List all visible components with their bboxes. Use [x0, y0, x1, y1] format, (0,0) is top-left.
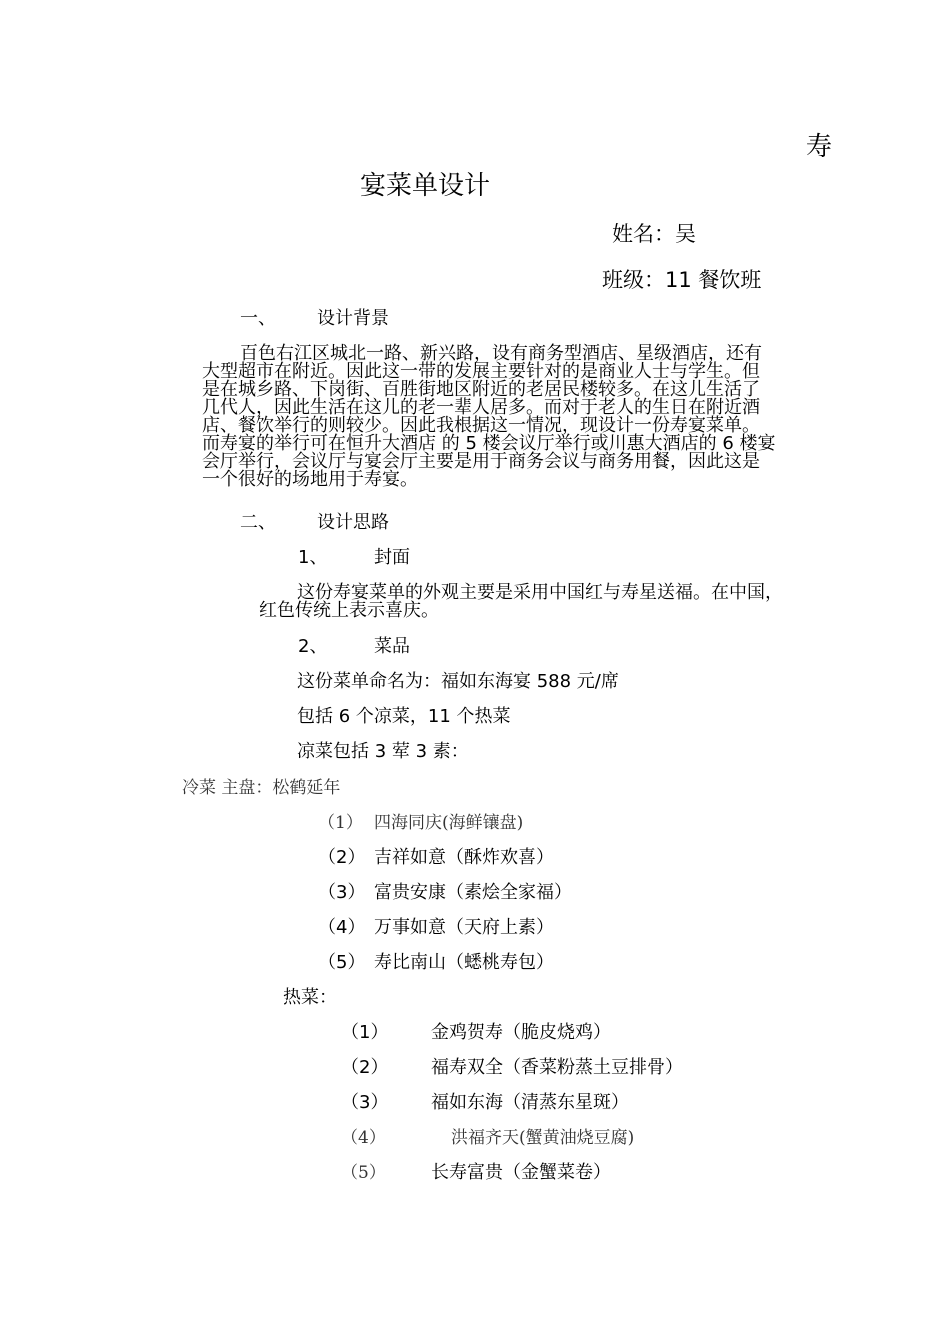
cold-dish-5-name: 寿比南山（蟋桃寿包） — [374, 952, 554, 973]
hot-heading: 热菜： — [283, 987, 337, 1008]
section1-heading: 设计背景 — [317, 308, 389, 329]
hot-dish-5-name: 长寿富贵（金蟹菜卷） — [431, 1162, 611, 1183]
cover-line-1: 这份寿宴菜单的外观主要是采用中国红与寿星送福。在中国， — [297, 582, 783, 603]
hot-dish-4-name: 洪福齐天(蟹黄油烧豆腐) — [451, 1128, 635, 1148]
hot-dish-1-number: （1） — [341, 1022, 389, 1043]
cold-dish-3-name: 富贵安康（素烩全家福） — [374, 882, 572, 903]
cold-dish-5-number: （5） — [318, 952, 366, 973]
cold-dish-1-name: 四海同庆(海鲜镶盘) — [374, 813, 524, 833]
cold-dish-3-number: （3） — [318, 882, 366, 903]
hot-dish-5-number: （5） — [341, 1163, 386, 1183]
cover-paragraph — [259, 584, 819, 620]
section1-paragraph — [202, 345, 806, 489]
section1-line-2: 大型超市在附近。因此这一带的发展主要针对的是商业人士与学生。但 — [202, 361, 760, 382]
section1-line-7: 会厅举行，会议厅与宴会厅主要是用于商务会议与商务用餐，因此这是 — [202, 451, 760, 472]
section1-line-1: 百色右江区城北一路、新兴路，设有商务型酒店、星级酒店，还有 — [240, 343, 762, 364]
cover-number: 1、 — [298, 547, 328, 568]
dishes-number: 2、 — [298, 636, 328, 657]
hot-dish-1-name: 金鸡贺寿（脆皮烧鸡） — [431, 1022, 611, 1043]
section1-line-3: 是在城乡路、下岗街、百胜街地区附近的老居民楼较多。在这儿生活了 — [202, 379, 760, 400]
dishes-heading: 菜品 — [374, 636, 410, 657]
cold-main-dish: 冷菜 主盘：松鹤延年 — [182, 778, 341, 798]
section2-heading: 设计思路 — [317, 512, 389, 533]
hot-dish-3-number: （3） — [341, 1092, 389, 1113]
cold-dish-4-number: （4） — [318, 917, 366, 938]
hot-dish-2-number: （2） — [341, 1057, 389, 1078]
cover-heading: 封面 — [374, 547, 410, 568]
title-rest: 宴菜单设计 — [360, 171, 491, 201]
section1-number: 一、 — [240, 308, 276, 329]
menu-name: 这份菜单命名为：福如东海宴 588 元/席 — [297, 671, 619, 692]
cold-dish-4-name: 万事如意（天府上素） — [374, 917, 554, 938]
author-name: 姓名：吴 — [612, 222, 696, 246]
hot-dish-3-name: 福如东海（清蒸东星斑） — [431, 1092, 629, 1113]
section1-line-4: 几代人，因此生活在这儿的老一辈人居多。而对于老人的生日在附近酒 — [202, 397, 760, 418]
hot-dish-4-number: （4） — [341, 1128, 386, 1148]
title-char-shou: 寿 — [806, 132, 833, 162]
cover-line-2: 红色传统上表示喜庆。 — [259, 600, 439, 621]
class-name: 班级：11 餐饮班 — [602, 268, 762, 292]
section1-line-8: 一个很好的场地用于寿宴。 — [202, 469, 418, 490]
section1-line-5: 店、餐饮举行的则较少。因此我根据这一情况，现设计一份寿宴菜单。 — [202, 415, 760, 436]
hot-dish-2-name: 福寿双全（香菜粉蒸土豆排骨） — [431, 1057, 683, 1078]
cold-dish-1-number: （1） — [318, 813, 363, 833]
section1-line-6: 而寿宴的举行可在恒升大酒店 的 5 楼会议厅举行或川惠大酒店的 6 楼宴 — [202, 433, 776, 454]
cold-dish-2-name: 吉祥如意（酥炸欢喜） — [374, 847, 554, 868]
cold-dish-2-number: （2） — [318, 847, 366, 868]
dish-count: 包括 6 个凉菜，11 个热菜 — [297, 706, 511, 727]
cold-intro: 凉菜包括 3 荤 3 素： — [297, 741, 469, 762]
section2-number: 二、 — [240, 512, 276, 533]
